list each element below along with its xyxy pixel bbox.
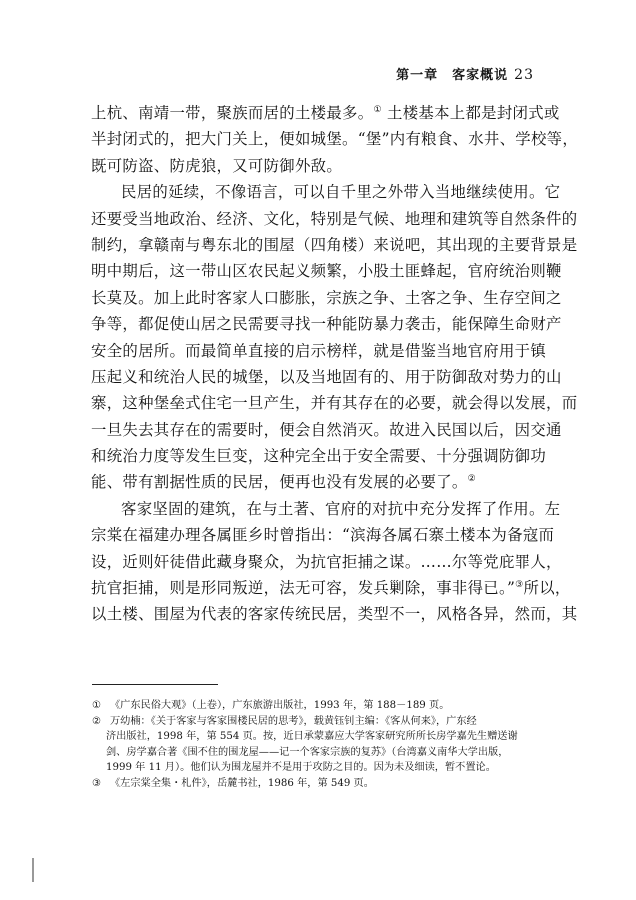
footnote-ref[interactable]: ② <box>467 474 476 485</box>
text-line <box>91 126 579 152</box>
text-line <box>91 100 560 126</box>
line-text: 既可防盗、防虎狼，又可防御外敌。 <box>91 156 343 175</box>
line-text: 一旦失去其存在的需要时，便会自然消灭。故进入民国以后，因交通 <box>91 420 562 439</box>
line-text: 半封闭式的，把大门关上，便如城堡。“堡”内有粮食、水井、学校等， <box>91 130 579 149</box>
footnote-line <box>92 745 542 761</box>
text-line <box>91 549 562 575</box>
line-text: 还要受当地政治、经济、文化，特别是气候、地理和建筑等自然条件的 <box>91 209 578 228</box>
line-text: 制约，拿赣南与粤东北的围屋（四角楼）来说吧，其出现的主要背景是 <box>91 235 578 254</box>
line-text-continued: 土楼基本上都是封闭式或 <box>381 104 560 122</box>
text-line <box>91 206 578 232</box>
line-text: 客家坚固的建筑，在与土著、官府的对抗中充分发挥了作用。左 <box>121 499 561 518</box>
line-text: 抗官拒捕，则是形同叛逆，法无可容，发兵剿除，事非得已。” <box>91 579 516 598</box>
footnote-line <box>92 729 542 745</box>
line-text: 宗棠在福建办理各属匪乡时曾指出：“滨海各属石寨土楼本为备寇而 <box>91 526 555 545</box>
text-line <box>91 153 543 179</box>
text-line <box>91 179 561 205</box>
line-text: 争等，都促使山居之民需要寻找一种能防暴力袭击，能保障生命财产 <box>91 315 562 334</box>
footnote-line <box>92 760 542 776</box>
footnote-text: 万幼楠：《关于客家与客家围楼民居的思考》，载黄钰钊主编：《客从何来》，广东经 <box>110 715 477 727</box>
line-text: 以土楼、围屋为代表的客家传统民居，类型不一，风格各异，然而，其 <box>91 605 578 624</box>
line-text: 长莫及。加上此时客家人口膨胀，宗族之争、土客之争、生存空间之 <box>91 288 562 307</box>
text-line <box>91 417 562 443</box>
footnote-marker: ② <box>92 715 102 727</box>
footnotes <box>92 698 542 792</box>
line-text-continued: 所以， <box>523 579 571 598</box>
footnote-line <box>92 698 542 714</box>
footnote-text: 《左宗棠全集・札件》，岳麓书社，1986 年，第 549 页。 <box>110 777 374 789</box>
line-text: 能、带有割据性质的民居，便再也没有发展的必要了。 <box>91 473 468 492</box>
text-line <box>91 496 561 522</box>
line-text: 明中期后，这一带山区农民起义频繁，小股土匪蜂起，官府统治则鞭 <box>91 262 562 281</box>
line-text: 设，近则奸徒借此藏身聚众，为抗官拒捕之谋。……尔等党庇罪人， <box>91 552 562 571</box>
footnote-ref[interactable]: ① <box>373 104 382 115</box>
footnote-text: 济出版社，1998 年，第 554 页。按，近日承蒙嘉应大学客家研究所所长房学嘉先生赠送谢 <box>106 731 518 743</box>
text-line <box>91 285 562 311</box>
line-text: 压起义和统治人民的城堡，以及当地固有的、用于防御敌对势力的山 <box>91 367 562 386</box>
text-line <box>91 390 578 416</box>
line-text: 上杭、南靖一带，聚族而居的土楼最多。 <box>91 104 374 122</box>
line-text: 安全的居所。而最简单直接的启示榜样，就是借鉴当地官府用于镇 <box>91 341 547 360</box>
footnote-text: 剑、房学嘉合著《围不住的围龙屋——记一个客家宗族的复苏》（台湾嘉义南华大学出版， <box>106 746 509 758</box>
body-text <box>91 100 579 628</box>
footnote-marker: ① <box>92 700 102 711</box>
footnote-text: 《广东民俗大观》（上卷），广东旅游出版社，1993 年，第 188－189 页。 <box>110 700 450 711</box>
text-line <box>91 338 547 364</box>
line-text: 和统治力度等发生巨变，这种完全出于安全需要、十分强调防御功 <box>91 447 547 466</box>
footnote-marker: ③ <box>92 777 102 789</box>
footnote-ref[interactable]: ③ <box>515 579 524 590</box>
footnote-divider <box>92 684 218 685</box>
text-line <box>91 232 578 258</box>
running-header <box>396 64 534 83</box>
page-number: 23 <box>514 67 534 83</box>
text-line <box>91 575 571 601</box>
footnote-text: 1999 年 11 月）。他们认为围龙屋并不是用于攻防之目的。因为未及细读，暂不置论。 <box>106 762 496 774</box>
text-line <box>91 522 555 548</box>
footnote-line <box>92 776 542 792</box>
line-text: 民居的延续，不像语言，可以自千里之外带入当地继续使用。它 <box>121 183 561 202</box>
text-line <box>91 364 562 390</box>
text-line <box>91 469 543 495</box>
chapter-title: 第一章 客家概说 <box>396 68 509 83</box>
line-text: 寨，这种堡垒式住宅一旦产生，并有其存在的必要，就会得以发展，而 <box>91 394 578 413</box>
footnote-line <box>92 714 542 730</box>
text-line <box>91 443 547 469</box>
text-line <box>91 311 562 337</box>
text-line <box>91 258 562 284</box>
text-line <box>91 601 578 627</box>
scan-margin-mark <box>32 858 34 882</box>
